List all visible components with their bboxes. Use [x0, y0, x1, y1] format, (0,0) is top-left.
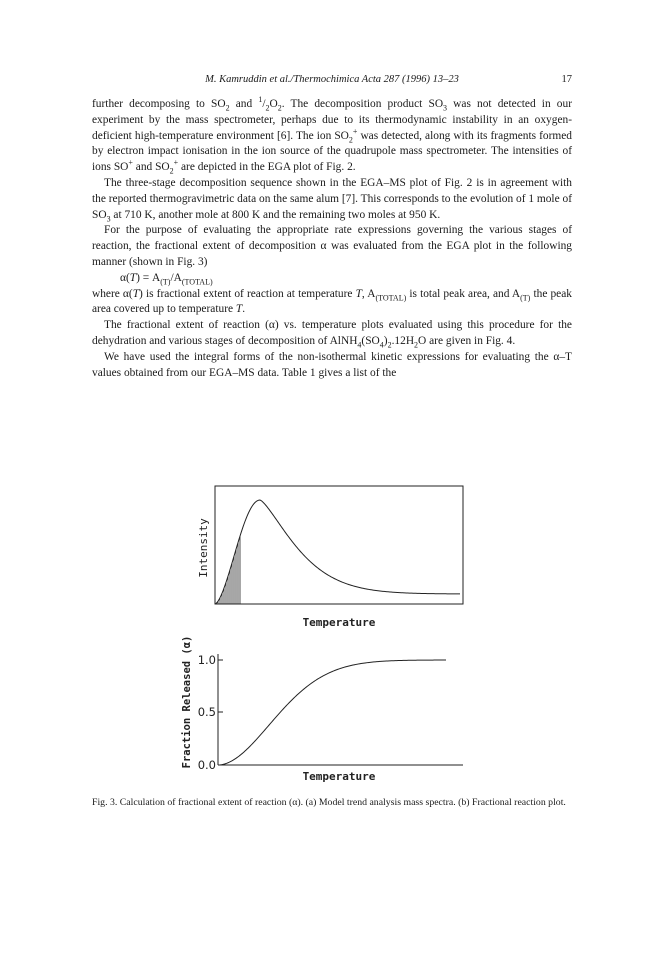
bottom-y-axis-label: Fraction Released (α) [181, 635, 193, 769]
figure-3 [178, 482, 494, 786]
peak-curve [215, 500, 460, 604]
tick-label-1-0: 1.0 [197, 653, 216, 667]
equation-alpha: $\alpha(T) = A_{(T)}/A_{(TOTAL)}$ [120, 271, 213, 287]
fraction-curve [218, 660, 446, 765]
paragraph-2: The three-stage decomposition sequence shown in the EGA–MS plot of Fig. 2 is in agreement with the reported thermogravimetric data on the same alum [7]. This corresponds to the evolution of 1 mole of $SO_3$ at 710 K, another mole at 800 K and the remaining two moles at 950 K. [92, 176, 572, 223]
paragraph-6: We have used the integral forms of the non-isothermal kinetic expressions for evaluating the α–T values obtained from our EGA–MS data. Table 1 gives a list of the [92, 350, 572, 379]
body-text [92, 97, 572, 381]
top-x-axis-label: Temperature [302, 616, 376, 629]
paragraph-5: The fractional extent of reaction (α) vs. temperature plots evaluated using this procedure for the dehydration and various stages of decomposition of $AlNH_4(SO_4)_2.12H_2O$ are given in Fig. 4. [92, 319, 572, 350]
tick-label-0-0: 0.0 [197, 758, 216, 772]
top-panel-frame [215, 486, 463, 604]
tick-label-0-5: 0.5 [197, 705, 216, 719]
paragraph-1: further decomposing to $SO_2$ and $^1/_2O_2$. The decomposition product $SO_3$ was not detected in our experiment by the mass spectrometer, perhaps due to its thermodynamic instability in an oxygen-deficient high-temperature environment [6]. The ion $SO_2^+$ was detected, along with its fragments formed by electron impact ionisation in the ion source of the quadrupole mass spectrometer. The intensities of ions SO+ and $SO_2^+$ are depicted in the EGA plot of Fig. 2. [92, 95, 572, 176]
running-title: M. Kamruddin et al./Thermochimica Acta 287 (1996) 13–23 [205, 74, 459, 85]
figure-caption: Fig. 3. Calculation of fractional extent of reaction (α). (a) Model trend analysis mass spectra. (b) Fractional reaction plot. [92, 797, 566, 808]
page-number: 17 [561, 74, 572, 85]
paragraph-3: For the purpose of evaluating the appropriate rate expressions governing the various stages of reaction, the fractional extent of decomposition α was evaluated from the EGA plot in the following manner (shown in Fig. 3) [92, 224, 572, 268]
figure-3-graphic [178, 482, 494, 786]
top-y-axis-label: Intensity [197, 518, 210, 578]
bottom-x-axis-label: Temperature [302, 770, 376, 783]
paragraph-4: where α(T) is fractional extent of reaction at temperature T, $A_{(TOTAL)}$ is total peak area, and $A_{(T)}$ the peak area covered up to temperature T. [92, 287, 572, 316]
